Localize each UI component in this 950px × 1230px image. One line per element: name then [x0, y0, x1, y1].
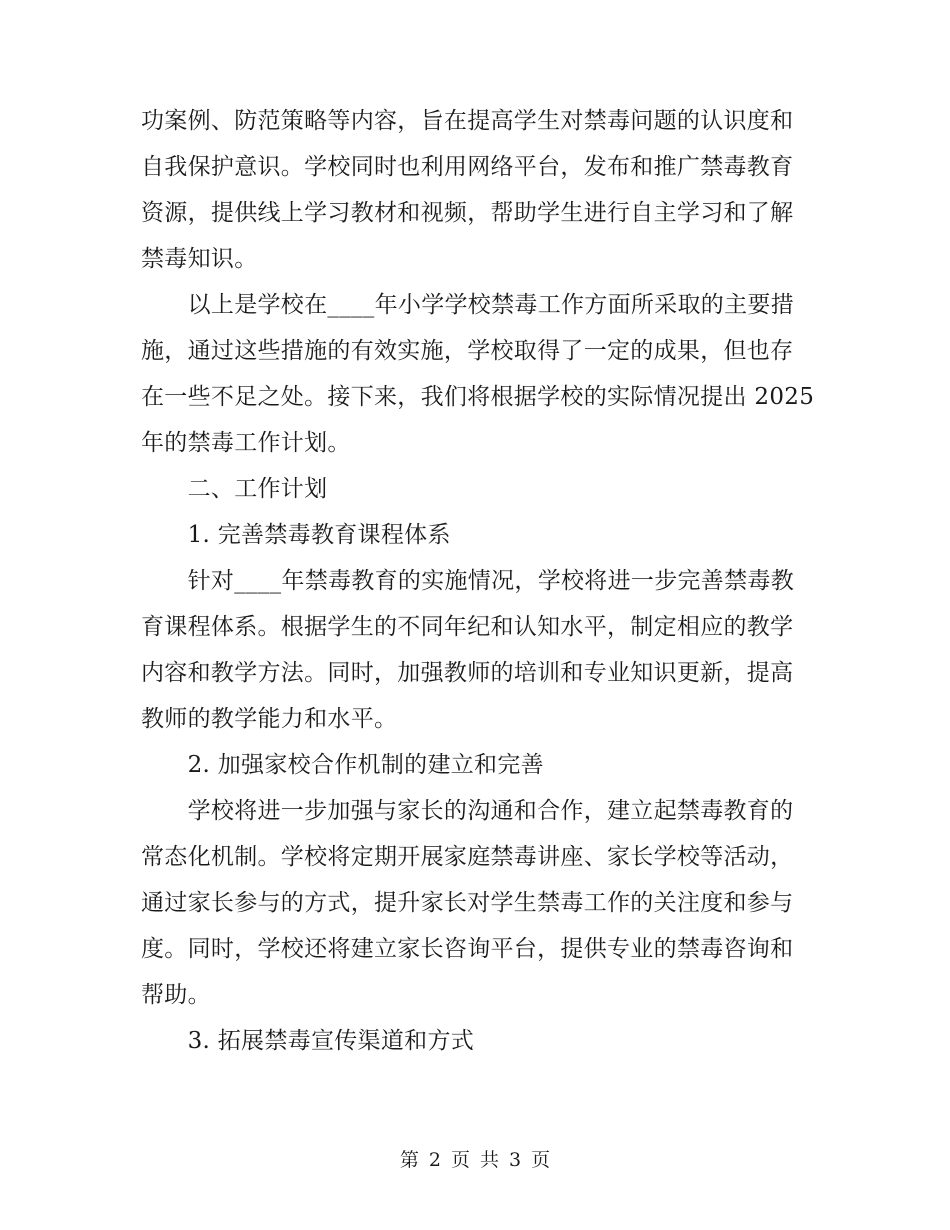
text-line: 禁毒知识。	[141, 246, 258, 272]
text-line: 教师的教学能力和水平。	[141, 706, 398, 732]
text-line: 帮助。	[141, 982, 211, 1008]
text-line: 针对____年禁毒教育的实施情况，学校将进一步完善禁毒教	[141, 568, 794, 594]
text-line: 内容和教学方法。同时，加强教师的培训和专业知识更新，提高	[141, 660, 794, 686]
page-number-footer: 第 2 页 共 3 页	[399, 1149, 551, 1171]
text-line: 通过家长参与的方式，提升家长对学生禁毒工作的关注度和参与	[141, 890, 794, 916]
text-line: 功案例、防范策略等内容，旨在提高学生对禁毒问题的认识度和	[141, 108, 794, 134]
text-line: 常态化机制。学校将定期开展家庭禁毒讲座、家长学校等活动，	[141, 844, 794, 870]
text-line: 年的禁毒工作计划。	[141, 430, 351, 456]
text-line: 学校将进一步加强与家长的沟通和合作，建立起禁毒教育的	[141, 798, 794, 824]
subsection-heading: 3. 拓展禁毒宣传渠道和方式	[141, 1028, 475, 1054]
text-line: 自我保护意识。学校同时也利用网络平台，发布和推广禁毒教育	[141, 154, 794, 180]
text-line: 以上是学校在____年小学学校禁毒工作方面所采取的主要措	[141, 292, 794, 318]
subsection-heading: 1. 完善禁毒教育课程体系	[141, 522, 451, 548]
text-line: 施，通过这些措施的有效实施，学校取得了一定的成果，但也存	[141, 338, 794, 364]
subsection-heading: 2. 加强家校合作机制的建立和完善	[141, 752, 544, 778]
text-line: 资源，提供线上学习教材和视频，帮助学生进行自主学习和了解	[141, 200, 794, 226]
section-heading: 二、工作计划	[141, 476, 328, 502]
document-body	[141, 98, 815, 1064]
text-line: 在一些不足之处。接下来，我们将根据学校的实际情况提出 2025	[141, 384, 815, 410]
text-line: 度。同时，学校还将建立家长咨询平台，提供专业的禁毒咨询和	[141, 936, 794, 962]
text-line: 育课程体系。根据学生的不同年纪和认知水平，制定相应的教学	[141, 614, 794, 640]
